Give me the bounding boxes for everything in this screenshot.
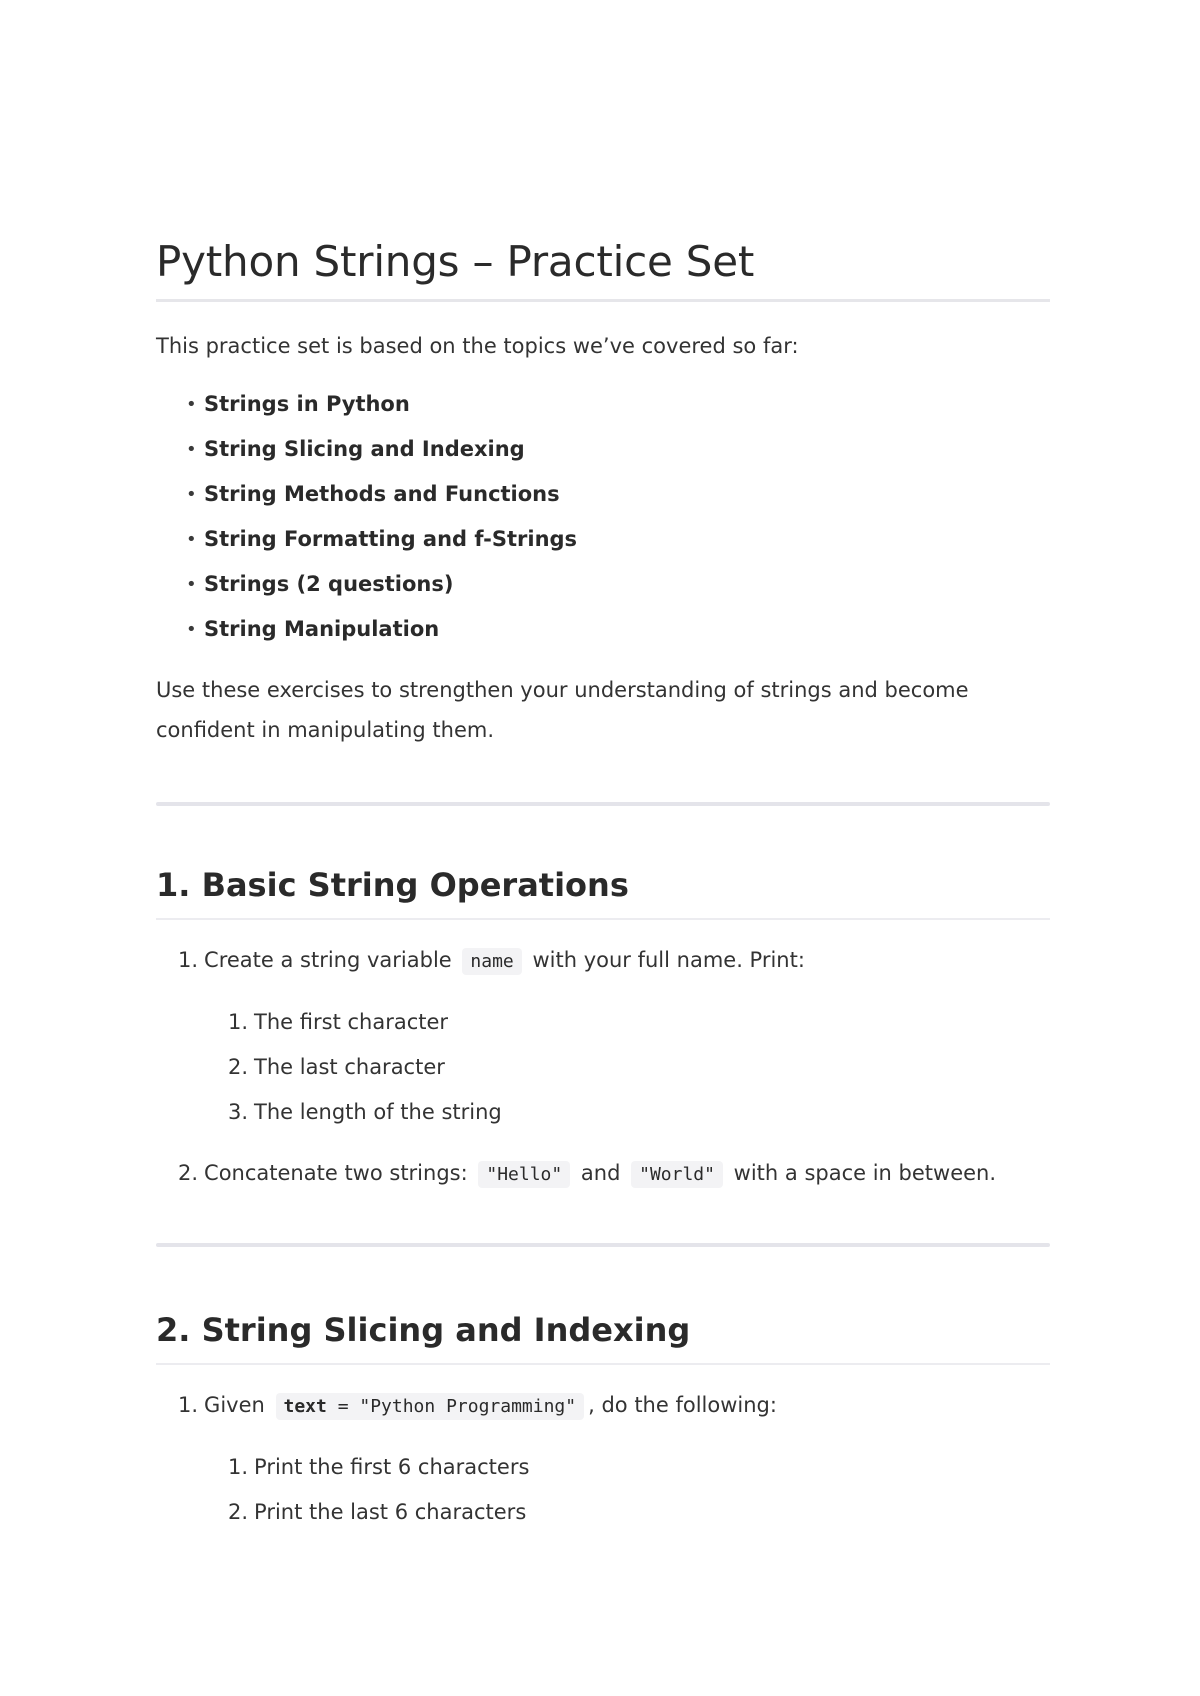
question-number: 2. <box>178 1161 199 1185</box>
question-list-section-2 <box>156 1385 1050 1535</box>
section-divider <box>156 802 1050 806</box>
sub-question-text: The length of the string <box>254 1100 502 1124</box>
topic-item: • Strings in Python <box>186 382 1050 427</box>
outro-paragraph: Use these exercises to strengthen your understanding of strings and become confident in manipulating them. <box>156 678 969 742</box>
inline-code <box>276 1393 585 1420</box>
sub-question-number: 1. <box>228 1455 249 1479</box>
sub-question-list <box>178 1445 1050 1535</box>
question-text: Create a string variable <box>204 948 452 972</box>
topic-item: • String Slicing and Indexing <box>186 427 1050 472</box>
question-text: Given <box>204 1393 265 1417</box>
code-keyword: text <box>283 1396 327 1417</box>
sub-question-text: The first character <box>254 1010 449 1034</box>
code-rest: = "Python Programming" <box>326 1396 577 1417</box>
intro-paragraph: This practice set is based on the topics we’ve covered so far: <box>156 334 799 358</box>
question-list-section-1 <box>156 940 1050 1195</box>
sub-question-item <box>228 1445 1050 1490</box>
section-heading-basic-operations: 1. Basic String Operations <box>156 862 1050 920</box>
inline-code: "World" <box>631 1161 723 1188</box>
section-heading-slicing-indexing: 2. String Slicing and Indexing <box>156 1307 1050 1365</box>
sub-question-item <box>228 1490 1050 1535</box>
sub-question-item <box>228 1000 1050 1045</box>
question-text: Concatenate two strings: <box>204 1161 468 1185</box>
sub-question-text: The last character <box>254 1055 445 1079</box>
document-page <box>156 232 1050 1553</box>
sub-question-text: Print the last 6 characters <box>254 1500 527 1524</box>
question-text: with a space in between. <box>733 1161 997 1185</box>
question-item <box>178 1385 1050 1535</box>
question-number: 1. <box>178 948 199 972</box>
inline-code: "Hello" <box>478 1161 570 1188</box>
page-title: Python Strings – Practice Set <box>156 232 1050 302</box>
section-divider <box>156 1243 1050 1247</box>
question-text: with your full name. Print: <box>532 948 805 972</box>
topic-item: • Strings (2 questions) <box>186 562 1050 607</box>
sub-question-number: 2. <box>228 1500 249 1524</box>
topic-item: • String Methods and Functions <box>186 472 1050 517</box>
sub-question-number: 3. <box>228 1100 249 1124</box>
sub-question-number: 2. <box>228 1055 249 1079</box>
topic-item: • String Manipulation <box>186 607 1050 652</box>
question-item <box>178 1153 1050 1195</box>
question-item <box>178 940 1050 1135</box>
inline-code: name <box>462 948 521 975</box>
sub-question-item <box>228 1090 1050 1135</box>
question-text: and <box>580 1161 621 1185</box>
sub-question-item <box>228 1045 1050 1090</box>
question-text: , do the following: <box>588 1393 777 1417</box>
question-number: 1. <box>178 1393 199 1417</box>
topic-item: • String Formatting and f-Strings <box>186 517 1050 562</box>
sub-question-text: Print the first 6 characters <box>254 1455 530 1479</box>
sub-question-list <box>178 1000 1050 1135</box>
sub-question-number: 1. <box>228 1010 249 1034</box>
topics-list <box>156 382 1050 652</box>
